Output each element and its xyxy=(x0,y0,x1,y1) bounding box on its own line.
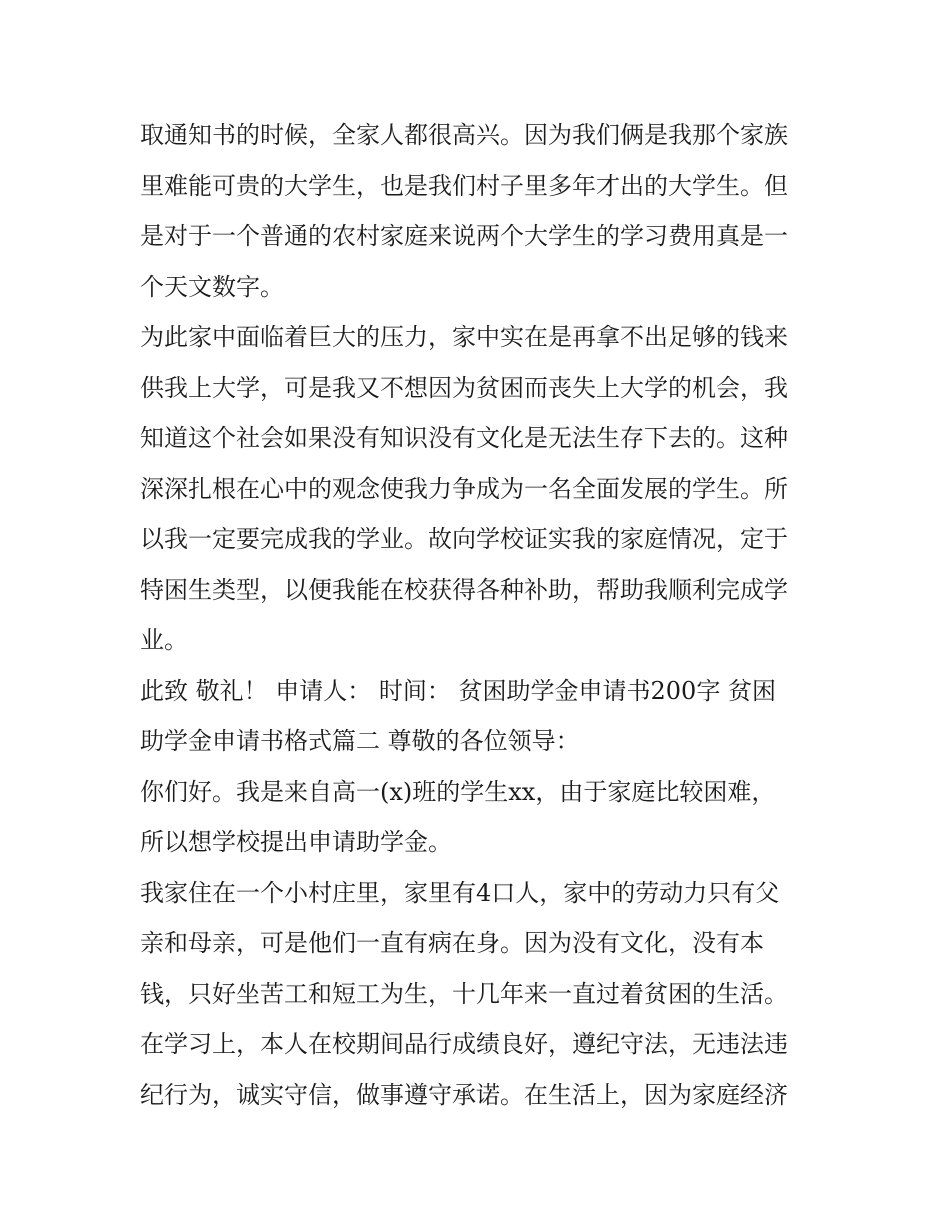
text-line: 是对于一个普通的农村家庭来说两个大学生的学习费用真是一 xyxy=(140,222,788,250)
text-line: 助学金申请书格式篇二 尊敬的各位领导： xyxy=(140,727,580,755)
document-body xyxy=(140,110,830,1120)
text-line: 个天文数字。 xyxy=(140,272,284,301)
text-line: 纪行为，诚实守信，做事遵守承诺。在生活上，因为家庭经济 xyxy=(140,1080,788,1109)
text-line: 供我上大学，可是我又不想因为贫困而丧失上大学的机会，我 xyxy=(140,373,788,402)
text-line: 以我一定要完成我的学业。故向学校证实我的家庭情况，定于 xyxy=(140,525,788,553)
text-line: 深深扎根在心中的观念使我力争成为一名全面发展的学生。所 xyxy=(140,474,788,503)
text-line: 钱，只好坐苦工和短工为生，十几年来一直过着贫困的生活。 xyxy=(140,979,788,1008)
text-line: 在学习上，本人在校期间品行成绩良好，遵纪守法，无违法违 xyxy=(140,1030,788,1058)
text-line: 特困生类型，以便我能在校获得各种补助，帮助我顺利完成学 xyxy=(140,575,788,604)
text-line: 业。 xyxy=(140,626,188,654)
text-line: 取通知书的时候，全家人都很高兴。因为我们俩是我那个家族 xyxy=(140,121,788,149)
text-line: 你们好。我是来自高一(x)班的学生xx，由于家庭比较困难， xyxy=(140,777,776,806)
text-line: 亲和母亲，可是他们一直有病在身。因为没有文化，没有本 xyxy=(140,929,764,957)
text-line: 我家住在一个小村庄里，家里有4口人，家中的劳动力只有父 xyxy=(140,878,780,907)
text-line: 所以想学校提出申请助学金。 xyxy=(140,828,452,856)
text-line: 知道这个社会如果没有知识没有文化是无法生存下去的。这种 xyxy=(140,424,788,452)
text-line: 里难能可贵的大学生，也是我们村子里多年才出的大学生。但 xyxy=(140,171,788,200)
text-line: 此致 敬礼！ 申请人： 时间： 贫困助学金申请书200字 贫困 xyxy=(140,676,776,705)
text-line: 为此家中面临着巨大的压力，家中实在是再拿不出足够的钱来 xyxy=(140,323,788,351)
